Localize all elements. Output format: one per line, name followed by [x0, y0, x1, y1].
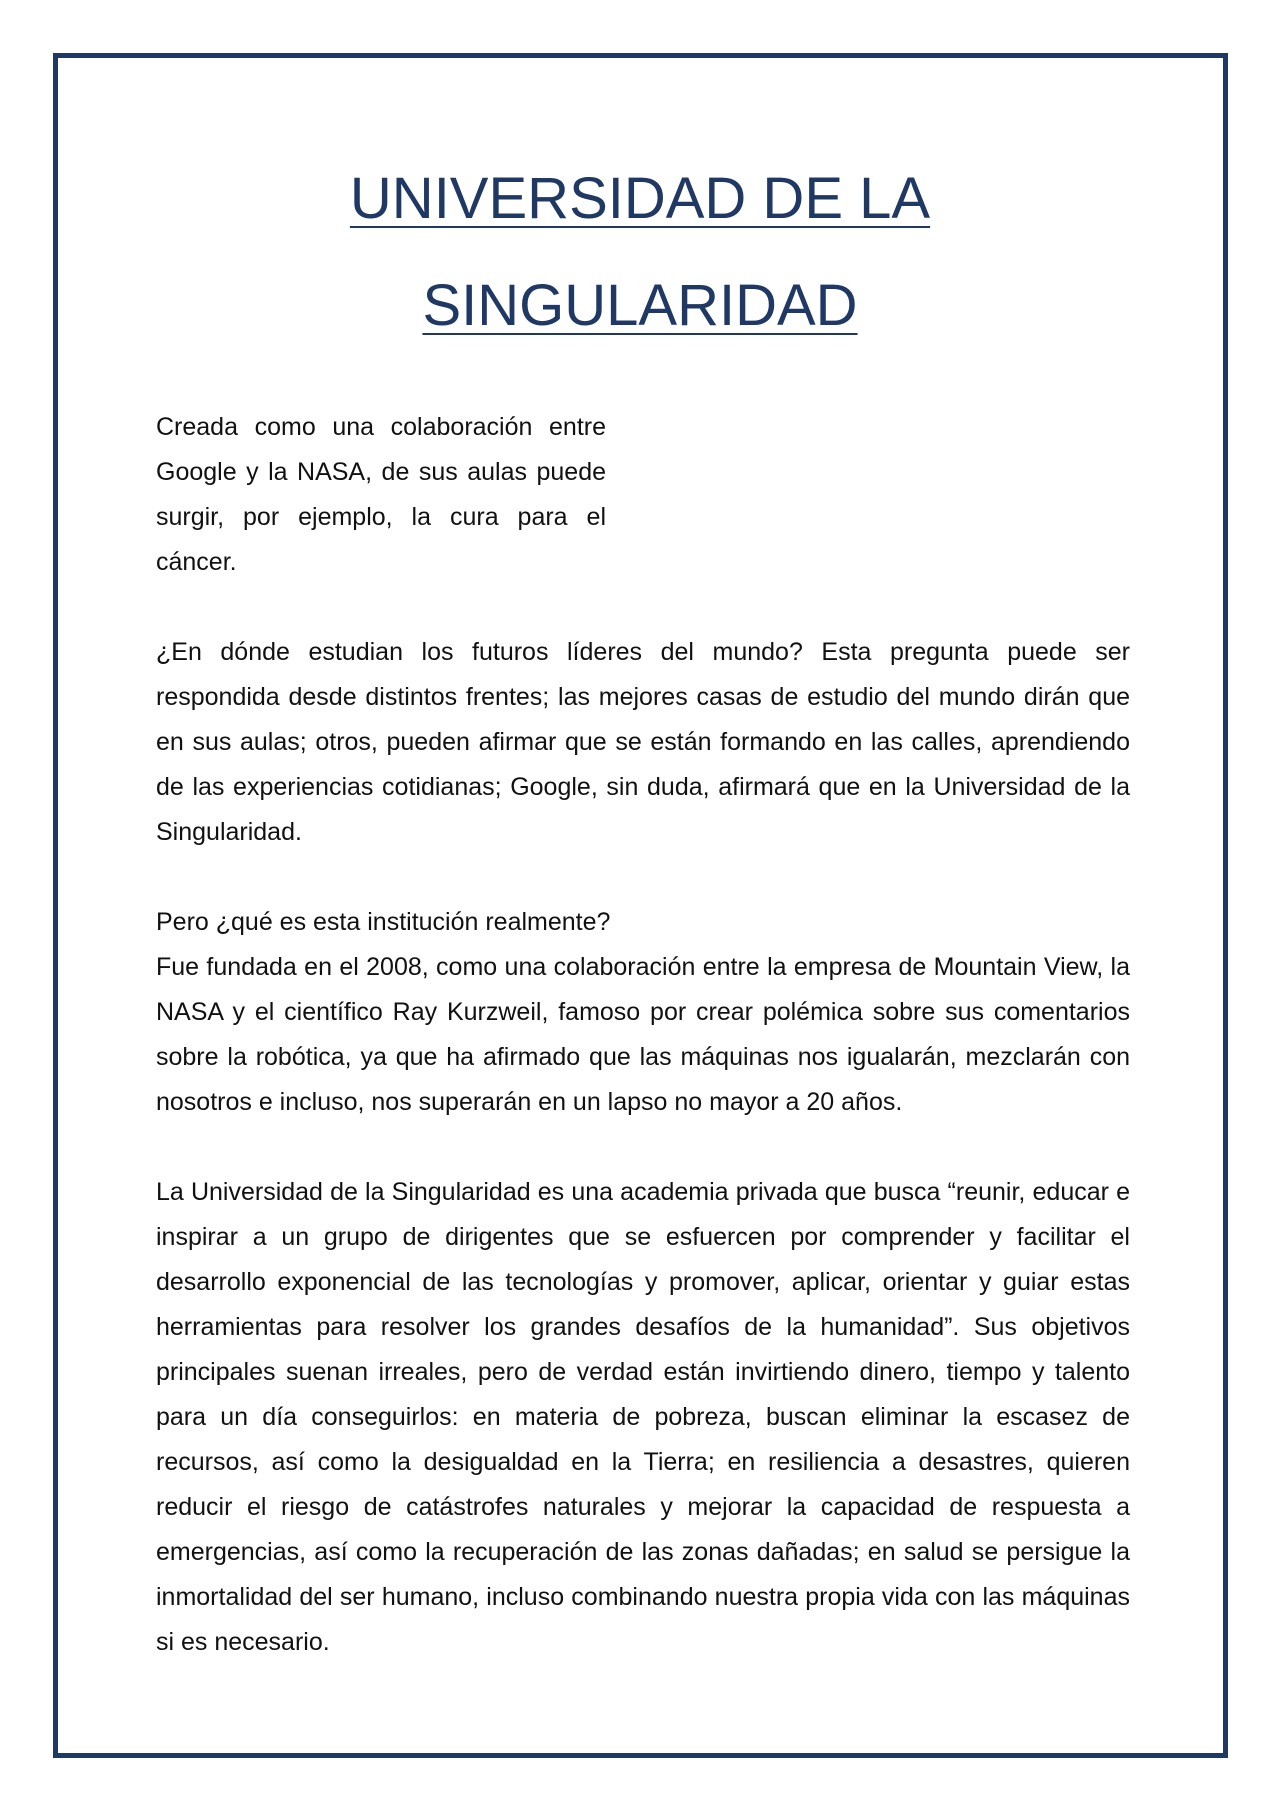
- paragraph-mission: La Universidad de la Singularidad es una academia privada que busca “reunir, educar e inspirar a un grupo de dirigentes que se esfuercen por comprender y facilitar el desarrollo exponencial de las tecnologías y promover, aplicar, orientar y guiar estas herramientas para resolver los grandes desafíos de la humanidad”. Sus objetivos principales suenan irreales, pero de verdad están invirtiendo dinero, tiempo y talento para un día conseguirlos: en materia de pobreza, buscan eliminar la escasez de recursos, así como la desigualdad en la Tierra; en resiliencia a desastres, quieren reducir el riesgo de catástrofes naturales y mejorar la capacidad de respuesta a emergencias, así como la recuperación de las zonas dañadas; en salud se persigue la inmortalidad del ser humano, incluso combinando nuestra propia vida con las máquinas si es necesario.: [156, 1178, 1130, 1656]
- paragraph-spacer: [156, 585, 1130, 630]
- paragraph-question: Pero ¿qué es esta institución realmente?: [156, 908, 611, 936]
- paragraph-spacer: [156, 855, 1130, 900]
- document-title: UNIVERSIDAD DE LA SINGULARIDAD: [349, 166, 931, 338]
- paragraph-leaders: ¿En dónde estudian los futuros líderes del mundo? Esta pregunta puede ser respondida desde distintos frentes; las mejores casas de estudio del mundo dirán que en sus aulas; otros, pueden afirmar que se están formando en las calles, aprendiendo de las experiencias cotidianas; Google, sin duda, afirmará que en la Universidad de la Singularidad.: [156, 638, 1130, 846]
- document-body: [156, 405, 1130, 1665]
- paragraph-spacer: [156, 1125, 1130, 1170]
- intro-paragraph: Creada como una colaboración entre Google y la NASA, de sus aulas puede surgir, por ejemplo, la cura para el cáncer.: [156, 413, 606, 576]
- paragraph-founding: Fue fundada en el 2008, como una colaboración entre la empresa de Mountain View, la NASA y el científico Ray Kurzweil, famoso por crear polémica sobre sus comentarios sobre la robótica, ya que ha afirmado que las máquinas nos igualarán, mezclarán con nosotros e incluso, nos superarán en un lapso no mayor a 20 años.: [156, 953, 1130, 1116]
